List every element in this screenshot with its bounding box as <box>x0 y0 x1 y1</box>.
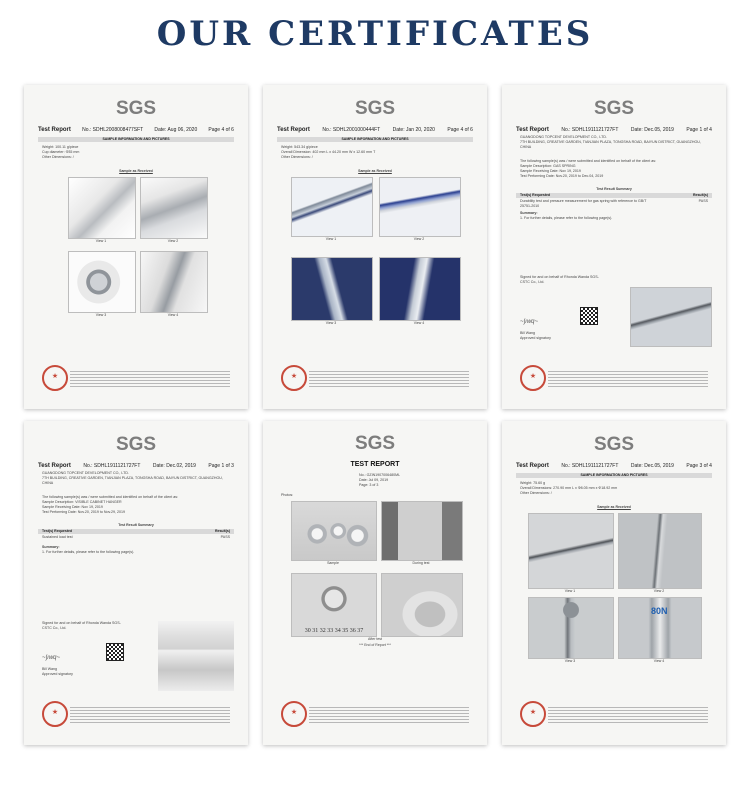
summary-note: 1. For further details, please refer to the following page(s). <box>42 550 135 554</box>
report-label: Test Report <box>277 127 310 133</box>
stamp-seal: ★ <box>281 701 307 727</box>
result-row <box>42 535 230 540</box>
field-performing-date: Test Performing Date: Nov.20, 2019 to Dec.04, 2019 <box>520 174 604 178</box>
ruler-scale: 30 31 32 33 34 35 36 37 <box>304 628 364 634</box>
report-date: Date: Dec.05, 2019 <box>630 127 674 133</box>
field-weight: Weight: 100.11 g/piece <box>42 145 79 149</box>
signer-name: Bill Wang <box>520 331 536 335</box>
fine-print <box>548 371 708 387</box>
photo-view-3 <box>68 251 136 313</box>
stamp-seal: ★ <box>42 701 68 727</box>
col-results: Result(s) <box>215 529 230 533</box>
sample-label: Sample as Received <box>597 505 631 509</box>
photo-after-test-2 <box>381 573 463 637</box>
col-tests: Test(s) Requested <box>520 193 551 197</box>
report-header <box>516 127 712 133</box>
fine-print <box>309 371 469 387</box>
photo-view-1 <box>528 513 614 589</box>
signer-name: Bill Wang <box>42 667 58 671</box>
report-label: Test Report <box>38 463 71 469</box>
certificate-5 <box>263 421 487 745</box>
signed-for: Signed for and on behalf of Rhonda Wanda SGS-CSTC Co., Ltd. <box>520 275 599 284</box>
fine-print <box>70 371 230 387</box>
col-results: Result(s) <box>693 193 708 197</box>
caption-view-3: View 3 <box>325 321 337 325</box>
report-label: Test Report <box>38 127 71 133</box>
field-list <box>281 145 469 160</box>
caption-after-test: After test <box>367 637 382 641</box>
signer-title: Approved signatory <box>520 336 551 340</box>
photo-view-2 <box>140 177 208 239</box>
report-number: No.: SDHL1911121727FT <box>83 463 141 469</box>
photo-view-2 <box>379 177 461 237</box>
caption-view-4: View 4 <box>167 313 179 317</box>
result-table-header <box>38 529 234 534</box>
photo-view-2 <box>618 513 702 589</box>
qr-code <box>106 643 124 661</box>
page-number: Page 1 of 4 <box>686 127 712 133</box>
photos-label: Photos: <box>281 493 294 497</box>
qr-code <box>580 307 598 325</box>
intro-text: The following sample(s) was / were submitted and identified on behalf of the client as: <box>520 159 657 163</box>
field-list <box>520 481 708 496</box>
report-header <box>516 463 712 469</box>
report-label: TEST REPORT <box>350 461 400 468</box>
sgs-logo: SGS <box>354 98 396 119</box>
report-date: Date: Jul 09, 2019 <box>359 478 389 482</box>
report-number: No.: SDHL1911121727FT <box>561 463 619 469</box>
photo-view-1 <box>68 177 136 239</box>
result-value: PASS <box>220 535 230 539</box>
col-tests: Test(s) Requested <box>42 529 73 533</box>
photo-cabinet-hanger <box>158 621 234 691</box>
stamp-seal: ★ <box>42 365 68 391</box>
certificate-6 <box>502 421 726 745</box>
report-date: Date: Jan 20, 2020 <box>392 127 435 133</box>
stamp-seal: ★ <box>281 365 307 391</box>
report-header <box>38 463 234 469</box>
photo-during-test <box>381 501 463 561</box>
report-header <box>277 127 473 133</box>
caption-view-4: View 4 <box>413 321 425 325</box>
section-header: SAMPLE INFORMATION AND PICTURES <box>38 137 234 142</box>
report-date: Date: Dec.05, 2019 <box>630 463 674 469</box>
result-test: Sustained load test <box>42 535 73 539</box>
field-cup-diameter: Cup diameter: Φ35 mm <box>42 150 80 154</box>
field-other-dimensions: Other Dimensions: / <box>281 155 313 159</box>
page-number: Page 4 of 6 <box>447 127 473 133</box>
photo-view-4 <box>140 251 208 313</box>
signed-for: Signed for and on behalf of Rhonda Wanda SGS-CSTC Co., Ltd. <box>42 621 121 630</box>
intro-text: The following sample(s) was / were submitted and identified on behalf of the client as: <box>42 495 179 499</box>
sgs-logo: SGS <box>354 433 396 454</box>
report-label: Test Report <box>516 127 549 133</box>
field-overall-dimension: Overall Dimension: 402 mm L x 44.20 mm W x 12.60 mm T <box>281 150 376 154</box>
result-table-header <box>516 193 712 198</box>
caption-sample: Sample <box>327 561 339 565</box>
page-number: Page 3 of 4 <box>686 463 712 469</box>
report-date: Date: Dec.02, 2019 <box>152 463 196 469</box>
fine-print <box>548 707 708 723</box>
photo-view-3 <box>291 257 373 321</box>
signature: ~∫ıwq~ <box>42 655 60 661</box>
caption-during-test: During test <box>412 561 430 565</box>
end-of-report: *** End of Report *** <box>359 643 391 647</box>
certificate-3 <box>502 85 726 409</box>
client-info <box>520 135 708 150</box>
sample-fields <box>42 495 230 515</box>
company-address: 7TH BUILDING, CREATIVE GARDEN, TIANJIAN PLAZA, TONGSHA ROAD, BAIYUN DISTRICT, GUANGZHOU, CHINA <box>520 140 701 149</box>
section-header: SAMPLE INFORMATION AND PICTURES <box>277 137 473 142</box>
report-date: Date: Aug 06, 2020 <box>154 127 198 133</box>
signature: ~∫ıwq~ <box>520 319 538 325</box>
field-receiving-date: Sample Receiving Date: Nov 19, 2019 <box>42 505 103 509</box>
summary-block <box>42 545 230 555</box>
stamp-seal: ★ <box>520 701 546 727</box>
photo-view-1 <box>291 177 373 237</box>
sgs-logo: SGS <box>593 434 635 455</box>
page-number: Page 4 of 6 <box>208 127 234 133</box>
marking-label: 80N <box>651 606 668 616</box>
company-name: GUANGDONG TOPCENT DEVELOPMENT CO., LTD. <box>520 135 607 139</box>
caption-view-1: View 1 <box>564 589 576 593</box>
page-number: Page 1 of 3 <box>208 463 234 469</box>
report-number: No.: SDHL1911121727FT <box>561 127 619 133</box>
report-number: No.: GZIN1907006480ML <box>359 473 401 477</box>
sgs-logo: SGS <box>593 98 635 119</box>
caption-view-1: View 1 <box>325 237 337 241</box>
caption-view-2: View 2 <box>653 589 665 593</box>
summary-label: Summary: <box>42 545 60 549</box>
report-label: Test Report <box>516 463 549 469</box>
sgs-logo: SGS <box>115 434 157 455</box>
report-meta <box>359 473 469 488</box>
fine-print <box>70 707 230 723</box>
photo-after-test-1 <box>291 573 377 637</box>
page-title: OUR CERTIFICATES <box>156 14 594 54</box>
company-address: 7TH BUILDING, CREATIVE GARDEN, TIANJIAN PLAZA, TONGSHA ROAD, BAIYUN DISTRICT, GUANGZHOU, CHINA <box>42 476 223 485</box>
signer-title: Approved signatory <box>42 672 73 676</box>
sample-label: Sample as Received <box>119 169 153 173</box>
photo-sample <box>291 501 377 561</box>
summary-block <box>520 211 708 221</box>
certificate-2 <box>263 85 487 409</box>
company-name: GUANGDONG TOPCENT DEVELOPMENT CO., LTD. <box>42 471 129 475</box>
sample-label: Sample as Received <box>358 169 392 173</box>
caption-view-2: View 2 <box>413 237 425 241</box>
field-receiving-date: Sample Receiving Date: Nov 19, 2019 <box>520 169 581 173</box>
section-header: SAMPLE INFORMATION AND PICTURES <box>516 473 712 478</box>
client-info <box>42 471 230 486</box>
result-value: PASS <box>698 199 708 203</box>
certificate-4 <box>24 421 248 745</box>
summary-note: 1. For further details, please refer to the following page(s). <box>520 216 613 220</box>
report-number: No.: SDHL2001000444FT <box>322 127 381 133</box>
caption-view-3: View 3 <box>95 313 107 317</box>
caption-view-4: View 4 <box>653 659 665 663</box>
field-weight: Weight: 75.60 g <box>520 481 546 485</box>
caption-view-2: View 2 <box>167 239 179 243</box>
result-summary-title: Test Result Summary <box>596 187 632 191</box>
report-header <box>38 127 234 133</box>
sgs-logo: SGS <box>115 98 157 119</box>
report-number: No.: SDHL2008008477SFT <box>82 127 144 133</box>
photo-view-4 <box>379 257 461 321</box>
result-test: Durability test and pressure measurement for gas spring with reference to GB/T 25751-2010 <box>520 199 647 208</box>
caption-view-3: View 3 <box>564 659 576 663</box>
stamp-seal: ★ <box>520 365 546 391</box>
field-list <box>42 145 230 160</box>
field-weight: Weight: 543.34 g/piece <box>281 145 318 149</box>
field-sample-description: Sample Description: GAS SPRING <box>520 164 576 168</box>
photo-view-4 <box>618 597 702 659</box>
sample-fields <box>520 159 708 179</box>
certificate-1 <box>24 85 248 409</box>
photo-gas-spring <box>630 287 712 347</box>
photo-view-3 <box>528 597 614 659</box>
fine-print <box>309 707 469 723</box>
field-other-dimensions: Other Dimensions: / <box>520 491 552 495</box>
result-row <box>520 199 708 209</box>
summary-label: Summary: <box>520 211 538 215</box>
field-overall-dimensions: Overall Dimensions: 270.90 mm L x Φ8.05 mm x Φ18.92 mm <box>520 486 618 490</box>
result-summary-title: Test Result Summary <box>118 523 154 527</box>
field-other-dimensions: Other Dimensions: / <box>42 155 74 159</box>
caption-view-1: View 1 <box>95 239 107 243</box>
field-sample-description: Sample Description: VISIBLE CABINET HANGER <box>42 500 122 504</box>
field-performing-date: Test Performing Date: Nov.20, 2019 to Nov.29, 2019 <box>42 510 125 514</box>
page-number: Page: 3 of 3 <box>359 483 379 487</box>
